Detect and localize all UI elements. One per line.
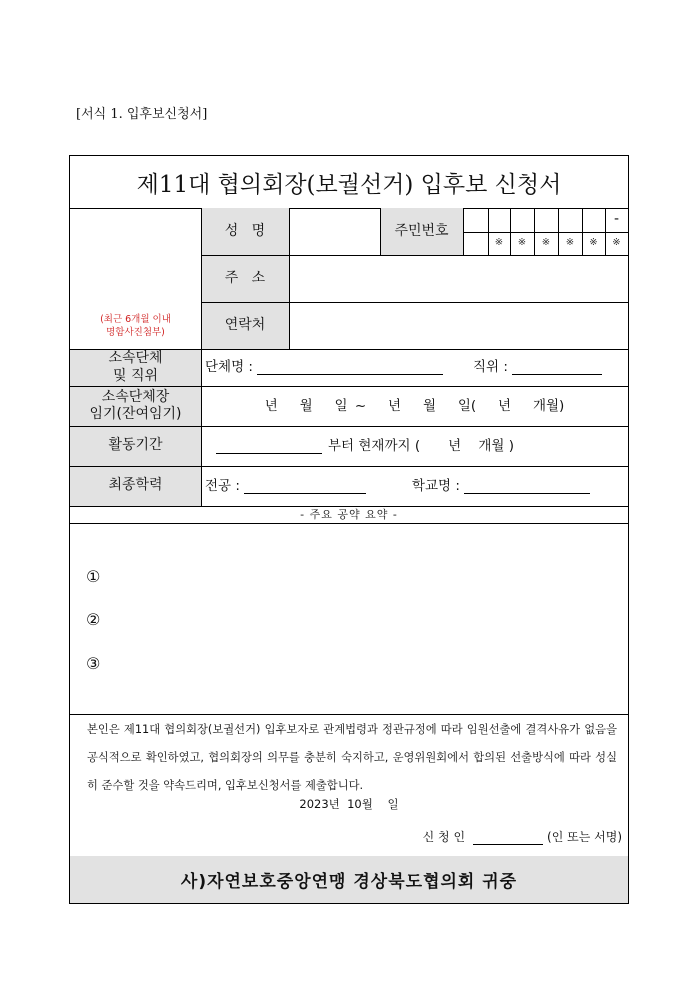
- term-label-line2: 임기(잔여임기): [89, 406, 182, 422]
- application-form: [69, 155, 629, 904]
- recipient-footer: 사)자연보호중앙연맹 경상북도협의회 귀중: [70, 856, 628, 903]
- date-line: 2023년 10월 일: [299, 797, 399, 811]
- position-label: 직위 :: [472, 359, 508, 376]
- school-field[interactable]: [464, 479, 590, 494]
- resident-number-mask: ※: [565, 237, 575, 249]
- term-field[interactable]: 년 월 일 ~ 년 월 일( 년 개월): [264, 397, 565, 414]
- term-label: [70, 386, 201, 426]
- address-label: 주 소: [224, 269, 266, 286]
- pledge-section-header: - 주요 공약 요약 -: [300, 507, 398, 521]
- form-title: 제11대 협의회장(보궐선거) 입후보 신청서: [70, 156, 628, 209]
- contact-label: 연락처: [224, 316, 266, 333]
- contact-field[interactable]: [289, 302, 628, 349]
- affiliation-label-line1: 소속단체: [108, 350, 163, 366]
- education-label: 최종학력: [108, 477, 163, 494]
- resident-number-mask: ※: [541, 237, 551, 249]
- name-label: 성 명: [224, 222, 266, 239]
- activity-label: 활동기간: [108, 437, 163, 454]
- school-label: 학교명 :: [411, 477, 460, 494]
- activity-start-field[interactable]: [216, 439, 322, 454]
- photo-note-line1: (최근 6개월 이내: [100, 313, 171, 325]
- activity-row: [216, 426, 626, 466]
- photo-attachment-area[interactable]: [70, 306, 201, 346]
- position-field[interactable]: [512, 360, 602, 375]
- education-row: [205, 466, 625, 506]
- resident-number-mask: ※: [517, 237, 527, 249]
- name-field[interactable]: [289, 208, 380, 255]
- major-field[interactable]: [244, 479, 366, 494]
- address-field[interactable]: [289, 255, 628, 302]
- resident-number-mask: ※: [589, 237, 598, 249]
- pledge-item-1-marker: ①: [86, 567, 101, 586]
- org-name-label: 단체명 :: [205, 359, 253, 376]
- affiliation-label-line2: 및 직위: [112, 367, 159, 384]
- resident-number-mask: ※: [612, 237, 621, 249]
- pledge-item-2-marker: ②: [86, 610, 101, 629]
- signature-line: [423, 828, 622, 845]
- signature-label: 신 청 인: [422, 830, 466, 844]
- activity-end-text: 년 개월 ): [448, 437, 514, 454]
- photo-note-line2: 명함사진첨부): [106, 327, 165, 338]
- resident-number-mask: ※: [494, 237, 504, 249]
- affiliation-label: [70, 349, 201, 386]
- activity-middle-text: 부터 현재까지 (: [328, 437, 421, 454]
- term-label-line1: 소속단체장: [101, 388, 170, 405]
- signature-suffix: (인 또는 서명): [547, 830, 622, 844]
- signature-field[interactable]: [473, 830, 543, 845]
- affiliation-row: [205, 349, 625, 386]
- pledge-text-area[interactable]: [110, 531, 620, 711]
- pledge-item-3-marker: ③: [86, 654, 101, 673]
- declaration-text: 본인은 제11대 협의회장(보궐선거) 입후보자로 관계법령과 정관규정에 따라 임원선출에 결격사유가 없음을 공식적으로 확인하였고, 협의회장의 의무를 충분히 숙지하고, 운영위원회에서 합의된 선출방식에 따라 성실히 준수할 것을 약속드리며, 입후보신청서를 제출합니다.: [87, 723, 617, 792]
- resident-number-label: 주민번호: [394, 222, 449, 239]
- major-label: 전공 :: [205, 477, 240, 494]
- org-name-field[interactable]: [257, 360, 443, 375]
- resident-number-dash: -: [613, 211, 620, 228]
- form-number-label: [서식 1. 입후보신청서]: [76, 107, 208, 122]
